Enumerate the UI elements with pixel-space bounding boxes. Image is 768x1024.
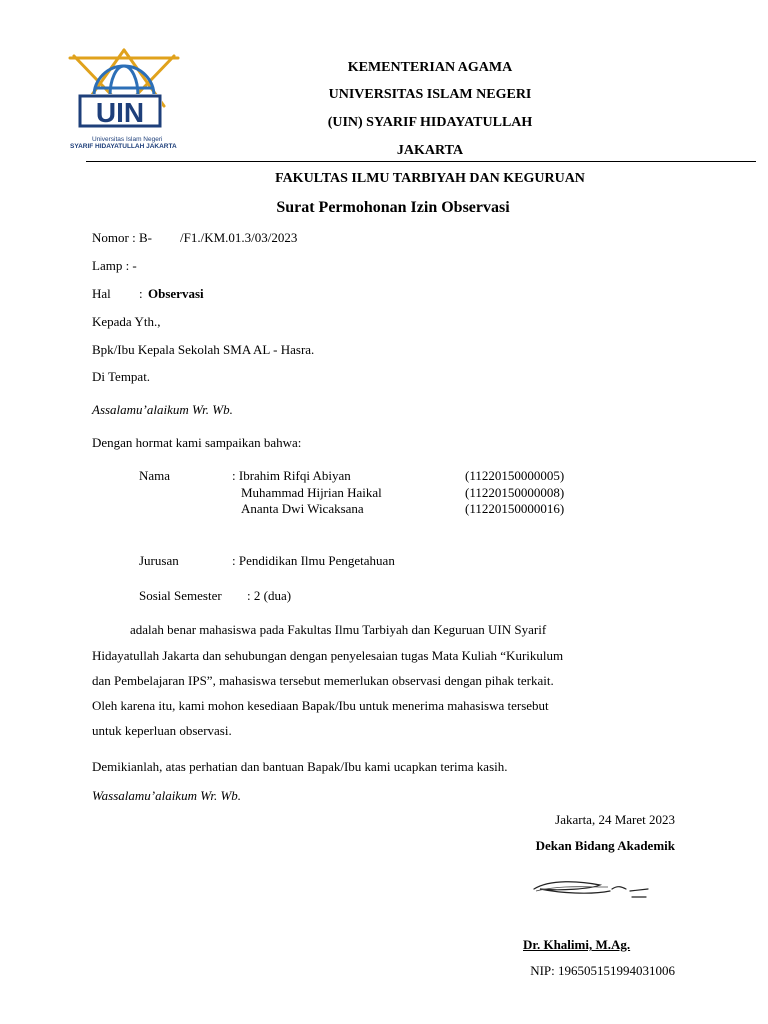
header-divider [86, 161, 756, 162]
lamp-line: Lamp : - [92, 258, 137, 273]
closing-line: Demikianlah, atas perhatian dan bantuan Bapak/Ibu kami ucapkan terima kasih. [92, 759, 508, 774]
student-nim: (11220150000016) [465, 501, 565, 516]
body-line: Hidayatullah Jakarta dan sehubungan dengan penyelesaian tugas Mata Kuliah “Kurikulum [92, 648, 564, 663]
semester-value: : 2 (dua) [247, 588, 292, 603]
logo-text-line2: SYARIF HIDAYATULLAH JAKARTA [70, 143, 177, 150]
semester-label: Sosial Semester [139, 588, 222, 603]
jurusan-value: : Pendidikan Ilmu Pengetahuan [232, 553, 395, 568]
logo-mark: UIN [95, 97, 145, 128]
body-line: dan Pembelajaran IPS”, mahasiswa tersebut memerlukan observasi dengan pihak terkait. [92, 673, 554, 688]
logo-text-line1: Universitas Islam Negeri [92, 136, 163, 143]
student-name: Ananta Dwi Wicaksana [241, 501, 364, 516]
hal-label: Hal [92, 286, 111, 301]
nomor-label: Nomor : B- [92, 230, 152, 245]
header-ministry: KEMENTERIAN AGAMA [347, 60, 513, 75]
letter-title: Surat Permohonan Izin Observasi [276, 199, 510, 216]
body-line: Oleh karena itu, kami mohon kesediaan Bapak/Ibu untuk menerima mahasiswa tersebut [92, 698, 549, 713]
body-line: adalah benar mahasiswa pada Fakultas Ilmu Tarbiyah dan Keguruan UIN Syarif [130, 622, 547, 637]
header-university: UNIVERSITAS ISLAM NEGERI [328, 87, 532, 102]
faculty-name: FAKULTAS ILMU TARBIYAH DAN KEGURUAN [275, 171, 585, 186]
nama-label: Nama [139, 468, 171, 483]
hal-value: Observasi [148, 286, 204, 301]
signer-nip: NIP: 196505151994031006 [530, 963, 675, 978]
place-date: Jakarta, 24 Maret 2023 [555, 812, 675, 827]
di-tempat-line: Di Tempat. [92, 369, 151, 384]
header-city: JAKARTA [396, 143, 464, 158]
intro-line: Dengan hormat kami sampaikan bahwa: [92, 435, 302, 450]
jurusan-label: Jurusan [139, 553, 179, 568]
kepada-line: Kepada Yth., [92, 314, 161, 329]
body-line: untuk keperluan observasi. [92, 723, 232, 738]
student-name: Muhammad Hijrian Haikal [241, 485, 382, 500]
header-uin: (UIN) SYARIF HIDAYATULLAH [327, 115, 533, 130]
recipient-line: Bpk/Ibu Kepala Sekolah SMA AL - Hasra. [92, 342, 315, 357]
signature-image [530, 875, 650, 905]
student-nim: (11220150000008) [465, 485, 565, 500]
student-name: : Ibrahim Rifqi Abiyan [232, 468, 351, 483]
greeting-salam: Assalamu’alaikum Wr. Wb. [92, 402, 233, 417]
signer-position: Dekan Bidang Akademik [535, 838, 675, 853]
wassalam-line: Wassalamu’alaikum Wr. Wb. [92, 788, 242, 803]
nomor-value: /F1./KM.01.3/03/2023 [180, 230, 298, 245]
hal-colon: : [139, 286, 143, 301]
student-nim: (11220150000005) [465, 468, 565, 483]
signer-name: Dr. Khalimi, M.Ag. [523, 937, 631, 952]
